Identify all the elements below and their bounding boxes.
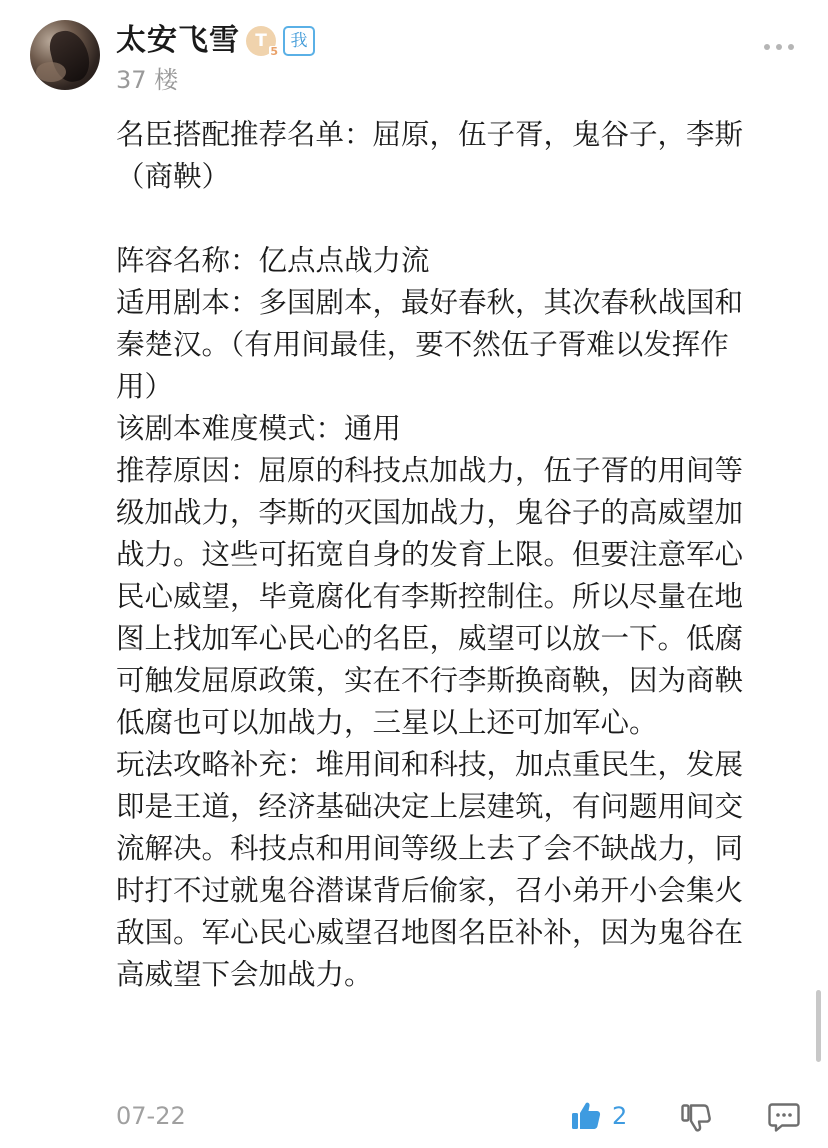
me-badge: 我: [283, 26, 315, 56]
more-dots-icon[interactable]: [764, 38, 794, 58]
post-content: 名臣搭配推荐名单：屈原，伍子胥，鬼谷子，李斯 （商鞅） 阵容名称：亿点点战力流 适用剧本：多国剧本，最好春秋，其次春秋战国和 秦楚汉。（有用间最佳，要不然伍子胥难以发挥作 用） 该剧本难度模式：通用 推荐原因：屈原的科技点加战力，伍子胥的用间等 级加战力，李斯的灭国加战力，鬼谷子的高威望加 战力。这些可拓宽自身的发育上限。但要注意军心 民心威望，毕竟腐化有李斯控制住。所以尽量在地 图上找加军心民心的名臣，威望可以放一下。低腐 可触发屈原政策，实在不行李斯换商鞅，因为商鞅 低腐也可以加战力，三星以上还可加军心。 玩法攻略补充：堆用间和科技，加点重民生，发展 即是王道，经济基础决定上层建筑，有问题用间交 流解决。科技点和用间等级上去了会不缺战力，同 时打不过就鬼谷潜谋背后偷家，召小弟开小会集火 敌国。军心民心威望召地图名臣补补，因为鬼谷在 高威望下会加战力。: [116, 118, 744, 991]
thumbs-down-icon[interactable]: [680, 1102, 712, 1134]
like-count: 2: [612, 1102, 628, 1130]
scrollbar[interactable]: [816, 990, 821, 1062]
thumbs-up-icon[interactable]: [570, 1100, 602, 1132]
username[interactable]: 太安飞雪: [116, 23, 240, 58]
level-badge: [246, 26, 276, 56]
avatar[interactable]: [30, 20, 100, 90]
floor-number: 37 楼: [116, 66, 179, 94]
comment-icon[interactable]: [768, 1102, 800, 1132]
level-badge-number: 5: [270, 45, 278, 58]
level-badge-letter: T: [255, 31, 267, 51]
post-date: 07-22: [116, 1102, 186, 1130]
